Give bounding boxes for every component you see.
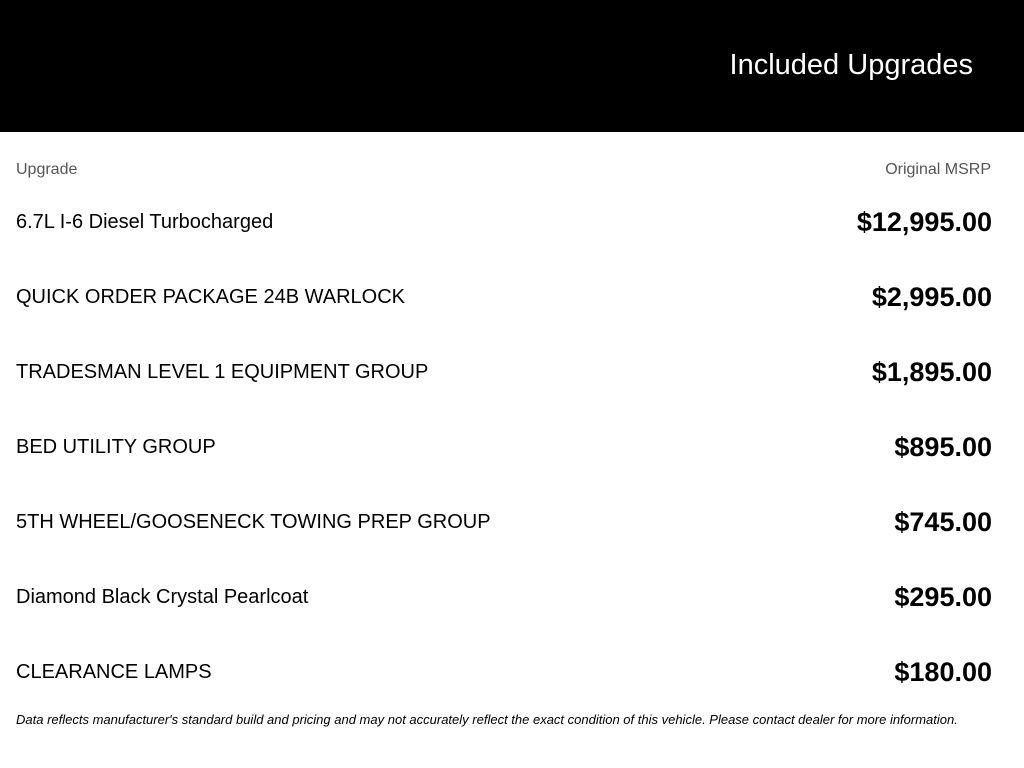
- upgrade-price: $180.00: [894, 657, 992, 687]
- upgrade-name: 5TH WHEEL/GOOSENECK TOWING PREP GROUP: [16, 511, 491, 533]
- page-title: Included Upgrades: [729, 49, 973, 81]
- upgrade-list: [16, 185, 992, 710]
- upgrade-name: 6.7L I-6 Diesel Turbocharged: [16, 211, 274, 233]
- header-bar: [0, 0, 1024, 132]
- upgrade-name: TRADESMAN LEVEL 1 EQUIPMENT GROUP: [16, 361, 429, 383]
- upgrade-price: $2,995.00: [871, 282, 992, 312]
- upgrade-row: [16, 260, 992, 335]
- upgrade-row: [16, 410, 992, 485]
- upgrade-name: BED UTILITY GROUP: [16, 436, 216, 458]
- upgrade-name: Diamond Black Crystal Pearlcoat: [16, 586, 309, 608]
- upgrade-row: [16, 560, 992, 635]
- upgrade-row: [16, 185, 992, 260]
- upgrade-price: $745.00: [894, 507, 992, 537]
- column-header-msrp: Original MSRP: [885, 161, 991, 178]
- upgrade-price: $12,995.00: [856, 207, 992, 237]
- upgrade-row: [16, 335, 992, 410]
- column-header-upgrade: Upgrade: [16, 161, 78, 178]
- upgrade-price: $895.00: [894, 432, 992, 462]
- upgrade-price: $1,895.00: [871, 357, 992, 387]
- disclaimer-text: Data reflects manufacturer's standard build and pricing and may not accurately reflect the exact condition of this vehicle. Please contact dealer for more information.: [16, 712, 958, 727]
- upgrade-row: [16, 485, 992, 560]
- upgrade-row: [16, 635, 992, 710]
- column-headers: [16, 159, 991, 181]
- upgrade-name: CLEARANCE LAMPS: [16, 661, 212, 683]
- upgrade-name: QUICK ORDER PACKAGE 24B WARLOCK: [16, 286, 405, 308]
- upgrade-price: $295.00: [894, 582, 992, 612]
